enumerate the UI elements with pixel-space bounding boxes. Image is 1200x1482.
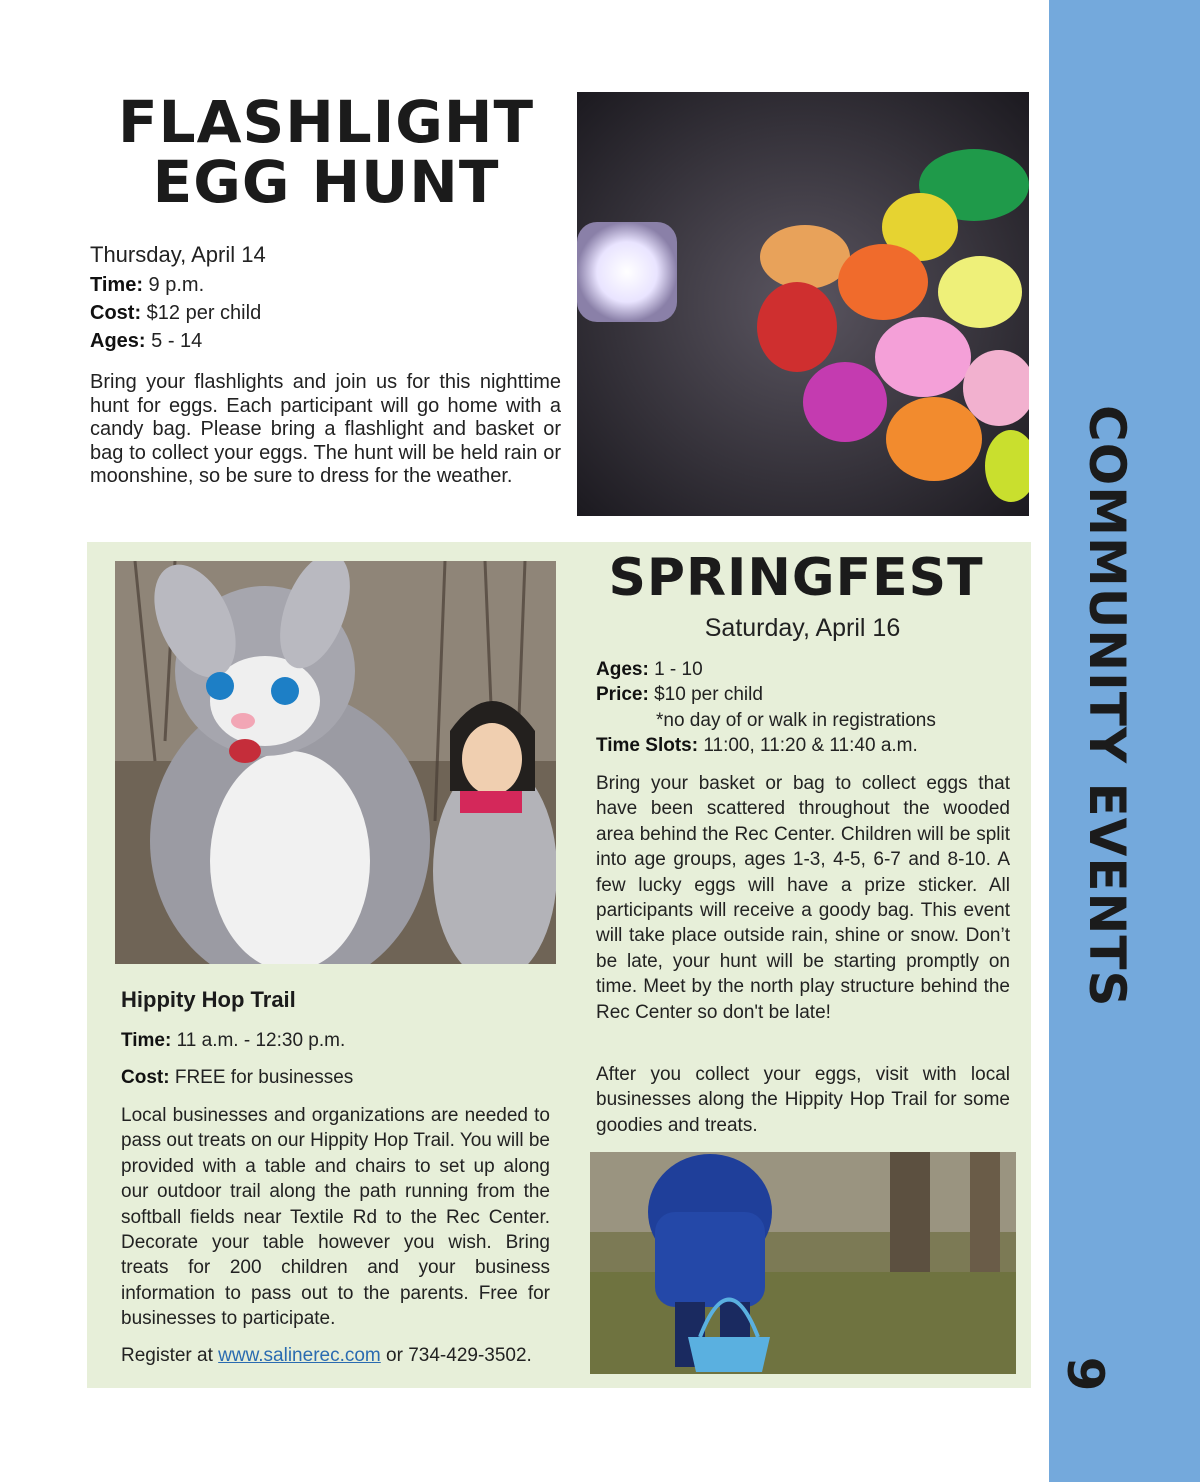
springfest-price-value: $10 per child	[654, 684, 763, 705]
springfest-date: Saturday, April 16	[704, 614, 901, 642]
flashlight-ages-value: 5 - 14	[151, 330, 203, 352]
section-title: COMMUNITY EVENTS	[1078, 405, 1136, 1008]
hippity-hop-cost	[121, 1067, 353, 1089]
flashlight-title	[86, 88, 566, 216]
flashlight-description: Bring your flashlights and join us for this nighttime hunt for eggs. Each participant will go home with a candy bag. Please bring a flashlight and basket or bag to collect your eggs. The hunt will be held rain or moonshine, so be sure to dress for the weather.	[90, 371, 561, 487]
hippity-hop-time-label: Time:	[121, 1030, 172, 1051]
hippity-hop-title: Hippity Hop Trail	[121, 987, 296, 1012]
register-link[interactable]: www.salinerec.com	[218, 1345, 381, 1366]
springfest-ages-label: Ages:	[596, 659, 649, 680]
flashlight-title-line2: EGG HUNT	[152, 148, 500, 216]
flashlight-cost-value: $12 per child	[146, 302, 262, 324]
page-number: 9	[1056, 1356, 1114, 1392]
flashlight-time-value: 9 p.m.	[148, 274, 205, 296]
springfest-slots-value: 11:00, 11:20 & 11:40 a.m.	[703, 735, 918, 756]
springfest-note: *no day of or walk in registrations	[656, 710, 936, 731]
springfest-price	[596, 684, 763, 706]
springfest-slots-label: Time Slots:	[596, 735, 699, 756]
register-line	[121, 1345, 532, 1367]
springfest-ages-value: 1 - 10	[654, 659, 703, 680]
flashlight-cost-label: Cost:	[90, 302, 142, 324]
flashlight-cost	[90, 302, 261, 325]
springfest-paragraph-1: Bring your basket or bag to collect eggs that have been scattered throughout the wooded area behind the Rec Center. Children will be split into age groups, ages 1-3, 4-5, 6-7 and 8-10. A few lucky eggs will have a prize sticker. All participants will receive a goody bag. This event will take place outside rain, shine or snow. Don’t be late, your hunt will be starting promptly on time. Meet by the north play structure behind the Rec Center so don't be late!	[596, 773, 1010, 1023]
springfest-price-label: Price:	[596, 684, 649, 705]
springfest-title: SPRINGFEST	[608, 548, 984, 608]
hippity-hop-description: Local businesses and organizations are needed to pass out treats on our Hippity Hop Trail. You will be provided with a table and chairs to set up along our outdoor trail along the path running from the softball fields near Textile Rd to the Rec Center. Decorate your table however you wish. Bring treats for 200 children and your business information to pass out to the parents. Free for businesses to participate.	[121, 1105, 550, 1330]
register-prefix: Register at	[121, 1345, 213, 1366]
hippity-hop-cost-label: Cost:	[121, 1067, 170, 1088]
hippity-hop-time	[121, 1030, 345, 1052]
springfest-paragraph-2: After you collect your eggs, visit with local businesses along the Hippity Hop Trail for some goodies and treats.	[596, 1064, 1010, 1136]
flashlight-ages	[90, 330, 202, 353]
flashlight-ages-label: Ages:	[90, 330, 146, 352]
hippity-hop-cost-value: FREE for businesses	[174, 1067, 354, 1088]
flashlight-date: Thursday, April 14	[90, 242, 266, 267]
flashlight-time	[90, 274, 204, 297]
glowing-eggs-photo	[577, 92, 1029, 516]
easter-bunny-photo	[115, 561, 556, 964]
flashlight-time-label: Time:	[90, 274, 143, 296]
springfest-ages	[596, 659, 703, 681]
child-basket-photo	[590, 1152, 1016, 1374]
hippity-hop-time-value: 11 a.m. - 12:30 p.m.	[176, 1030, 346, 1051]
register-suffix: or 734-429-3502.	[386, 1345, 532, 1366]
flashlight-title-line1: FLASHLIGHT	[117, 88, 535, 156]
springfest-time-slots	[596, 735, 918, 757]
